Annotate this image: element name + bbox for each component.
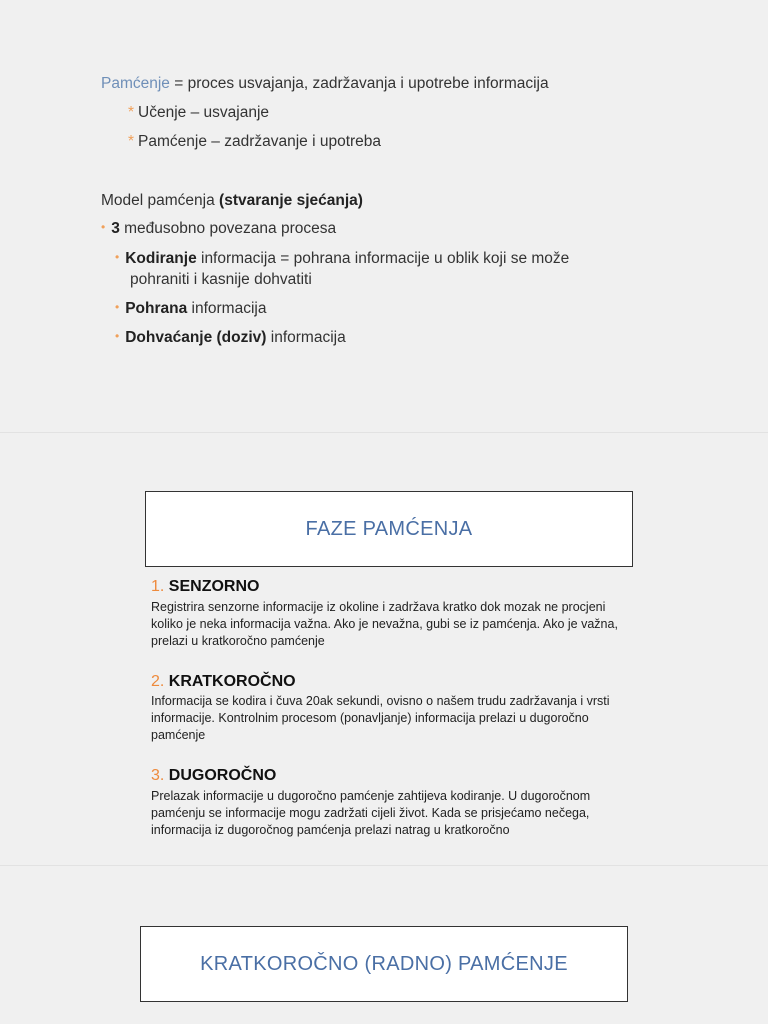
dot-bullet-icon: • (115, 300, 120, 314)
coding-text: informacija = pohrana informacije u oblik koji se može (196, 250, 570, 267)
model-bold: (stvaranje sjećanja) (219, 192, 363, 209)
retrieval-term: Dohvaćanje (doziv) (125, 329, 267, 346)
phase-title: KRATKOROČNO (168, 673, 296, 690)
storage-term: Pohrana (125, 300, 188, 317)
slide-title: FAZE PAMĆENJA (305, 517, 473, 540)
process-coding (115, 249, 569, 269)
slide-title: KRATKOROČNO (RADNO) PAMĆENJE (200, 952, 568, 975)
phase-heading-1 (151, 578, 259, 596)
sub-item-learning-text: Učenje – usvajanje (138, 104, 270, 121)
sub-item-learning (128, 103, 269, 123)
phase-heading-3 (151, 767, 276, 785)
slide-title-box (140, 926, 628, 1002)
asterisk-bullet-icon: * (128, 133, 135, 150)
model-label: Model pamćenja (101, 192, 220, 209)
phase-number: 3. (151, 767, 165, 784)
slide-memory-definition (0, 0, 768, 432)
dot-bullet-icon: • (115, 329, 120, 343)
sub-item-memory (128, 132, 381, 152)
processes-text: međusobno povezana procesa (119, 220, 337, 237)
definition-term: Pamćenje (101, 75, 170, 92)
dot-bullet-icon: • (101, 220, 106, 234)
slide-short-term-memory (0, 866, 768, 1024)
phase-title: SENZORNO (168, 578, 260, 595)
processes-line (101, 219, 336, 239)
definition-text: = proces usvajanja, zadržavanja i upotrebe informacija (169, 75, 549, 92)
model-heading (101, 191, 363, 211)
definition-line (101, 74, 549, 94)
dot-bullet-icon: • (115, 250, 120, 264)
phase-description-1: Registrira senzorne informacije iz okoline i zadržava kratko dok mozak ne procjeni koliko je neka informacija važna. Ako je nevažna, gubi se iz pamćenja. Ako je važna, prelazi u kratkoročno pamćenje (151, 600, 618, 648)
process-coding-continuation: pohraniti i kasnije dohvatiti (130, 271, 312, 288)
slide-memory-phases (0, 433, 768, 865)
phase-heading-2 (151, 673, 296, 691)
phase-description-2: Informacija se kodira i čuva 20ak sekundi, ovisno o našem trudu zadržavanja i vrsti informacije. Kontrolnim procesom (ponavljanje) informacija prelazi u dugoročno pamćenje (151, 694, 610, 742)
process-retrieval (115, 328, 346, 348)
process-storage (115, 299, 266, 319)
retrieval-text: informacija (266, 329, 346, 346)
asterisk-bullet-icon: * (128, 104, 135, 121)
slide-title-box (145, 491, 633, 567)
phase-number: 2. (151, 673, 165, 690)
phase-number: 1. (151, 578, 165, 595)
processes-count: 3 (111, 220, 120, 237)
storage-text: informacija (187, 300, 267, 317)
phase-title: DUGOROČNO (168, 767, 277, 784)
coding-term: Kodiranje (125, 250, 197, 267)
sub-item-memory-text: Pamćenje – zadržavanje i upotreba (138, 133, 382, 150)
phase-description-3: Prelazak informacije u dugoročno pamćenje zahtijeva kodiranje. U dugoročnom pamćenju se informacije mogu zadržati cijeli život. Kada se prisjećamo nečega, informacija iz dugoročnog pamćenja prelazi natrag u kratkoročno (151, 789, 591, 837)
